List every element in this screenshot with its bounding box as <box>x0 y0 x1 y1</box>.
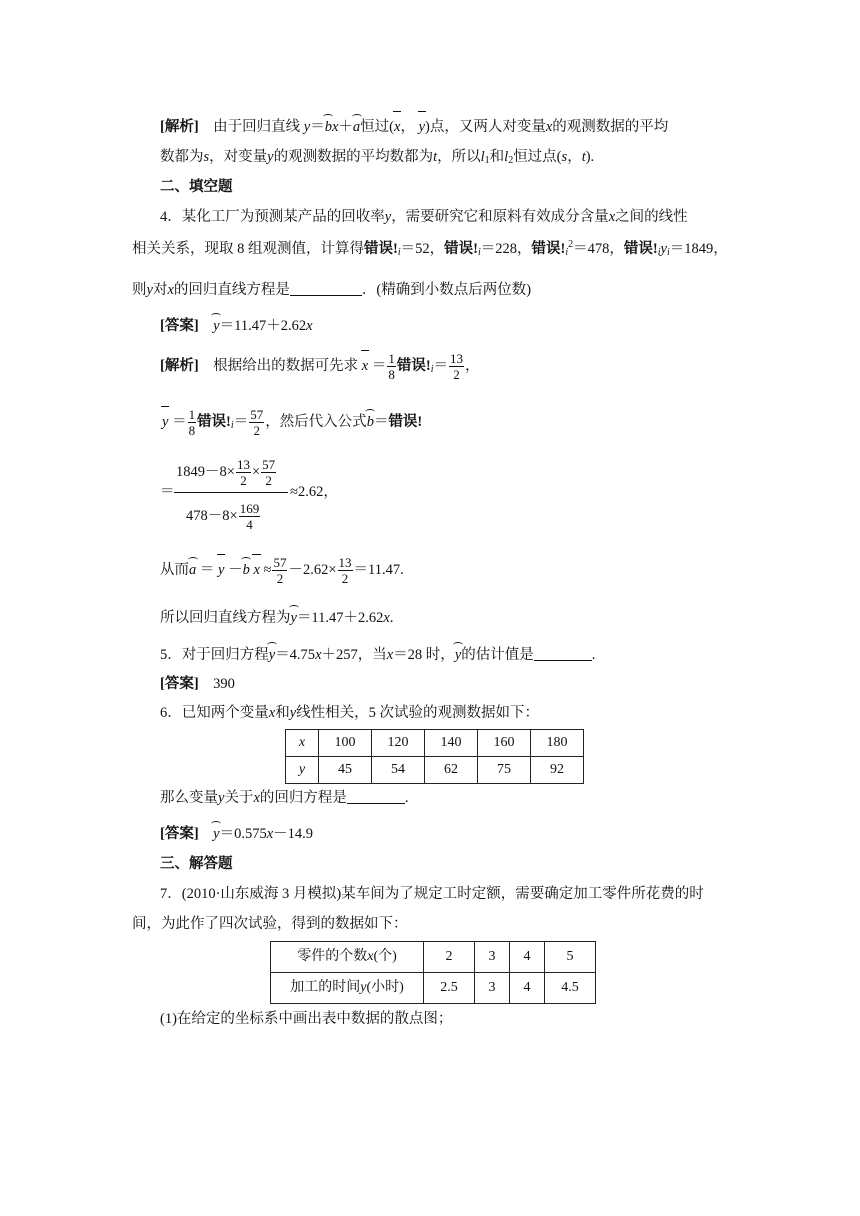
answer-blank[interactable] <box>347 803 405 804</box>
table-cell: y <box>286 757 319 784</box>
denominator: 2 <box>276 571 284 586</box>
big-fraction-bar <box>174 492 288 493</box>
error-text: 错误! <box>623 241 658 257</box>
text: 从而 <box>160 561 189 578</box>
text: ＝228， <box>480 241 532 257</box>
q7-line-1: 7．(2010·山东威海 3 月模拟)某车间为了规定工时定额，需要确定加工零件所花费的时 <box>160 886 704 902</box>
analysis-tag: [解析] <box>160 357 199 374</box>
text: ＝ <box>310 119 325 135</box>
var-t: t <box>581 149 586 165</box>
denominator: 8 <box>388 367 395 382</box>
var-x: x <box>315 647 322 663</box>
var-x: x <box>386 647 394 663</box>
text: ＝1849， <box>669 241 728 257</box>
answer-tag: [答案] <box>160 318 199 334</box>
text: ＝478， <box>573 241 624 257</box>
text: 5．对于回归方程 <box>160 647 269 663</box>
answer-tag: [答案] <box>160 676 199 692</box>
var-y: y <box>267 149 274 165</box>
fraction <box>236 458 251 487</box>
section-heading-solve: 三、解答题 <box>160 856 233 872</box>
error-text: 错误! <box>531 241 566 257</box>
numerator: 57 <box>262 457 276 472</box>
var-a-hat: a <box>352 119 361 135</box>
var-b-hat: b <box>324 119 332 135</box>
var-y: y <box>360 980 367 995</box>
var-a-hat: a <box>189 561 197 578</box>
table-cell: 160 <box>478 730 531 757</box>
text: ＝ <box>233 413 249 430</box>
var-y-hat: y <box>290 610 297 626</box>
var-x: x <box>167 282 174 298</box>
text: 478－8× <box>186 507 238 524</box>
section-heading-fill-in: 二、填空题 <box>160 179 233 195</box>
text: )点，又两人对变量 <box>425 119 546 135</box>
table-cell: 2.5 <box>424 973 475 1004</box>
subscript-i: i <box>477 247 481 258</box>
text: 恒过( <box>360 119 395 135</box>
var-y: y <box>289 705 297 721</box>
q6-answer <box>160 827 313 842</box>
denominator: 2 <box>341 571 349 586</box>
var-s: s <box>561 149 568 165</box>
q4-solution-line-4 <box>160 556 404 585</box>
text: ，需要研究它和原料有效成分含量 <box>391 209 609 225</box>
text: ．(精确到小数点后两位数) <box>361 282 532 298</box>
table-header-cell <box>271 942 424 973</box>
table-cell: x <box>286 730 319 757</box>
subscript-i: i <box>565 247 569 258</box>
table-cell: 4 <box>510 942 545 973</box>
error-text: 错误! <box>364 241 398 257</box>
var-t: t <box>433 149 438 165</box>
text: 相关关系，现取 8 组观测值，计算得 <box>132 241 364 257</box>
text: 的回归方程是 <box>259 790 347 806</box>
var-y: y <box>660 241 667 257</box>
table-cell: 75 <box>478 757 531 784</box>
error-text: 错误! <box>388 413 423 430</box>
var-x: x <box>253 790 260 806</box>
table-cell: 120 <box>372 730 425 757</box>
table-cell: 62 <box>425 757 478 784</box>
error-text: 错误! <box>396 357 431 374</box>
table-row <box>271 973 596 1004</box>
var-x: x <box>545 119 553 135</box>
var-y-hat: y <box>213 826 220 842</box>
subscript-i: i <box>397 247 401 258</box>
text: 那么变量 <box>160 790 218 806</box>
denominator: 2 <box>253 423 260 438</box>
text: ，所以 <box>437 149 481 165</box>
text: 由于回归直线 <box>213 119 301 135</box>
table-cell: 4.5 <box>545 973 596 1004</box>
error-text: 错误! <box>444 241 478 257</box>
var-x: x <box>331 119 339 135</box>
text: ，对变量 <box>209 149 268 165</box>
text: ＝28 时， <box>393 647 455 663</box>
superscript: 2 <box>568 239 574 250</box>
denominator: 4 <box>246 517 253 532</box>
table-cell: 3 <box>475 973 510 1004</box>
text: ≈ <box>263 561 272 578</box>
q4-solution-line-2 <box>162 408 422 437</box>
text: － <box>228 561 243 578</box>
text: ＝ <box>172 413 187 430</box>
var-b-hat: b <box>366 413 374 430</box>
text: －14.9 <box>273 826 314 842</box>
var-y-bar: y <box>162 413 169 430</box>
var-x: x <box>306 318 313 334</box>
fraction <box>249 408 264 437</box>
denominator: 8 <box>188 423 196 438</box>
analysis-line-2 <box>160 150 594 166</box>
text: . <box>591 647 596 663</box>
subscript-i: i <box>430 363 434 375</box>
table-cell: 5 <box>545 942 596 973</box>
text: ＝4.75 <box>275 647 316 663</box>
text: 6．已知两个变量 <box>160 705 269 721</box>
subscript-i: i <box>657 247 661 258</box>
text: 的观测数据的平均 <box>552 119 669 135</box>
error-text: 错误! <box>197 413 231 430</box>
text: 加工的时间 <box>290 980 361 995</box>
text: 所以回归直线方程为 <box>160 610 291 626</box>
text: －2.62× <box>288 561 337 578</box>
text: 数都为 <box>160 149 204 165</box>
big-fraction-numerator <box>176 458 277 487</box>
q7-line-3: (1)在给定的坐标系中画出表中数据的散点图； <box>160 1011 453 1027</box>
table-row <box>286 757 584 784</box>
text: 线性相关，5 次试验的观测数据如下： <box>296 705 539 721</box>
text: ＝11.47＋2.62 <box>219 318 307 334</box>
denominator: 2 <box>453 367 460 382</box>
q6-line <box>160 706 539 721</box>
numerator: 13 <box>449 351 463 366</box>
fraction <box>188 408 197 437</box>
q5-answer <box>160 677 235 692</box>
table-cell: 45 <box>319 757 372 784</box>
text: ＝ <box>433 357 448 374</box>
text: ＝ <box>371 357 387 374</box>
subscript: 2 <box>508 155 514 166</box>
text: ＋257，当 <box>321 647 387 663</box>
table-cell: 4 <box>510 973 545 1004</box>
denominator: 2 <box>265 473 272 488</box>
big-fraction-denominator <box>186 502 261 531</box>
numerator: 57 <box>250 407 264 422</box>
text: 和 <box>275 705 290 721</box>
table-cell: 180 <box>531 730 584 757</box>
var-x: x <box>367 949 374 964</box>
var-s: s <box>203 149 210 165</box>
text: 对 <box>152 282 168 298</box>
text: 4．某化工厂为预测某产品的回收率 <box>160 209 385 225</box>
q7-line-2: 间，为此作了四次试验，得到的数据如下： <box>132 916 408 932</box>
analysis-line-1 <box>160 120 668 135</box>
q6-line-2 <box>160 791 409 806</box>
text: (小时) <box>366 980 404 995</box>
q6-data-table <box>285 729 584 784</box>
text: ＝0.575 <box>219 826 267 842</box>
var-y-hat: y <box>213 318 220 334</box>
text: 关于 <box>224 790 254 806</box>
var-y: y <box>218 790 225 806</box>
text: ＝11.47. <box>353 561 404 578</box>
q4-solution-line-1 <box>160 352 479 381</box>
text: 1849－8× <box>176 463 235 480</box>
numerator: 1 <box>388 351 395 366</box>
text: 的观测数据的平均数都为 <box>273 149 434 165</box>
text: ， <box>400 119 415 135</box>
numerator: 169 <box>239 501 260 516</box>
big-fraction-approx: ≈2.62， <box>290 484 338 500</box>
var-b-hat: b <box>242 561 250 578</box>
text: 恒过点( <box>513 149 562 165</box>
answer-tag: [答案] <box>160 826 199 842</box>
q4-solution-line-5 <box>160 611 393 626</box>
numerator: 1 <box>188 407 196 422</box>
text: ， <box>567 149 582 165</box>
var-y: y <box>303 119 311 135</box>
var-y-bar: y <box>218 561 225 578</box>
q4-line-2 <box>132 240 728 258</box>
fraction <box>449 352 464 381</box>
var-x: x <box>268 705 276 721</box>
table-row <box>271 942 596 973</box>
denominator: 2 <box>240 473 247 488</box>
text: 则 <box>132 282 147 298</box>
var-x-bar: x <box>253 561 260 578</box>
answer-value: 390 <box>213 676 235 692</box>
text: 零件的个数 <box>297 949 368 964</box>
table-row <box>286 730 584 757</box>
q4-line-3 <box>132 283 531 298</box>
table-cell: 54 <box>372 757 425 784</box>
fraction <box>338 556 353 585</box>
var-x: x <box>608 209 616 225</box>
answer-blank[interactable] <box>290 295 362 296</box>
q4-answer <box>160 319 313 334</box>
analysis-tag: [解析] <box>160 119 199 135</box>
var-y-bar: y <box>418 119 426 135</box>
var-y: y <box>146 282 153 298</box>
text: ). <box>585 149 595 165</box>
var-y: y <box>384 209 392 225</box>
subscript-i: i <box>666 247 670 258</box>
text: ＝ <box>373 413 389 430</box>
fraction <box>272 556 287 585</box>
text: 根据给出的数据可先求 <box>213 357 359 374</box>
table-cell: 2 <box>424 942 475 973</box>
text: ，然后代入公式 <box>265 413 367 430</box>
numerator: 13 <box>338 555 352 570</box>
var-x-bar: x <box>394 119 401 135</box>
answer-blank[interactable] <box>534 660 592 661</box>
text: . <box>404 790 409 806</box>
var-x-bar: x <box>361 357 369 374</box>
numerator: 57 <box>273 555 287 570</box>
subscript: 1 <box>484 155 490 166</box>
text: × <box>251 463 261 480</box>
table-cell: 3 <box>475 942 510 973</box>
table-header-cell <box>271 973 424 1004</box>
text: ＝11.47＋2.62 <box>296 610 384 626</box>
text: ， <box>464 357 480 374</box>
var-l: l <box>480 149 485 165</box>
table-cell: 92 <box>531 757 584 784</box>
var-y-hat: y <box>268 647 276 663</box>
table-cell: 140 <box>425 730 478 757</box>
text: . <box>389 610 394 626</box>
text: 的回归直线方程是 <box>173 282 290 298</box>
numerator: 13 <box>236 457 250 472</box>
text: ＝ <box>199 561 215 578</box>
table-cell: 100 <box>319 730 372 757</box>
text: ＋ <box>338 119 353 135</box>
subscript-i: i <box>230 419 234 431</box>
fraction <box>261 458 276 487</box>
text: 之间的线性 <box>615 209 688 225</box>
text: (个) <box>373 949 397 964</box>
var-l: l <box>504 149 509 165</box>
fraction <box>387 352 396 381</box>
q4-line-1 <box>160 210 688 225</box>
var-x: x <box>383 610 390 626</box>
q7-data-table <box>270 941 596 1004</box>
lead-equals: ＝ <box>160 484 175 500</box>
fraction <box>239 502 261 531</box>
var-y-hat: y <box>454 647 462 663</box>
text: ＝52， <box>400 241 445 257</box>
text: 和 <box>489 149 505 165</box>
var-x: x <box>266 826 274 842</box>
q5-line <box>160 648 595 663</box>
text: 的估计值是 <box>461 647 534 663</box>
